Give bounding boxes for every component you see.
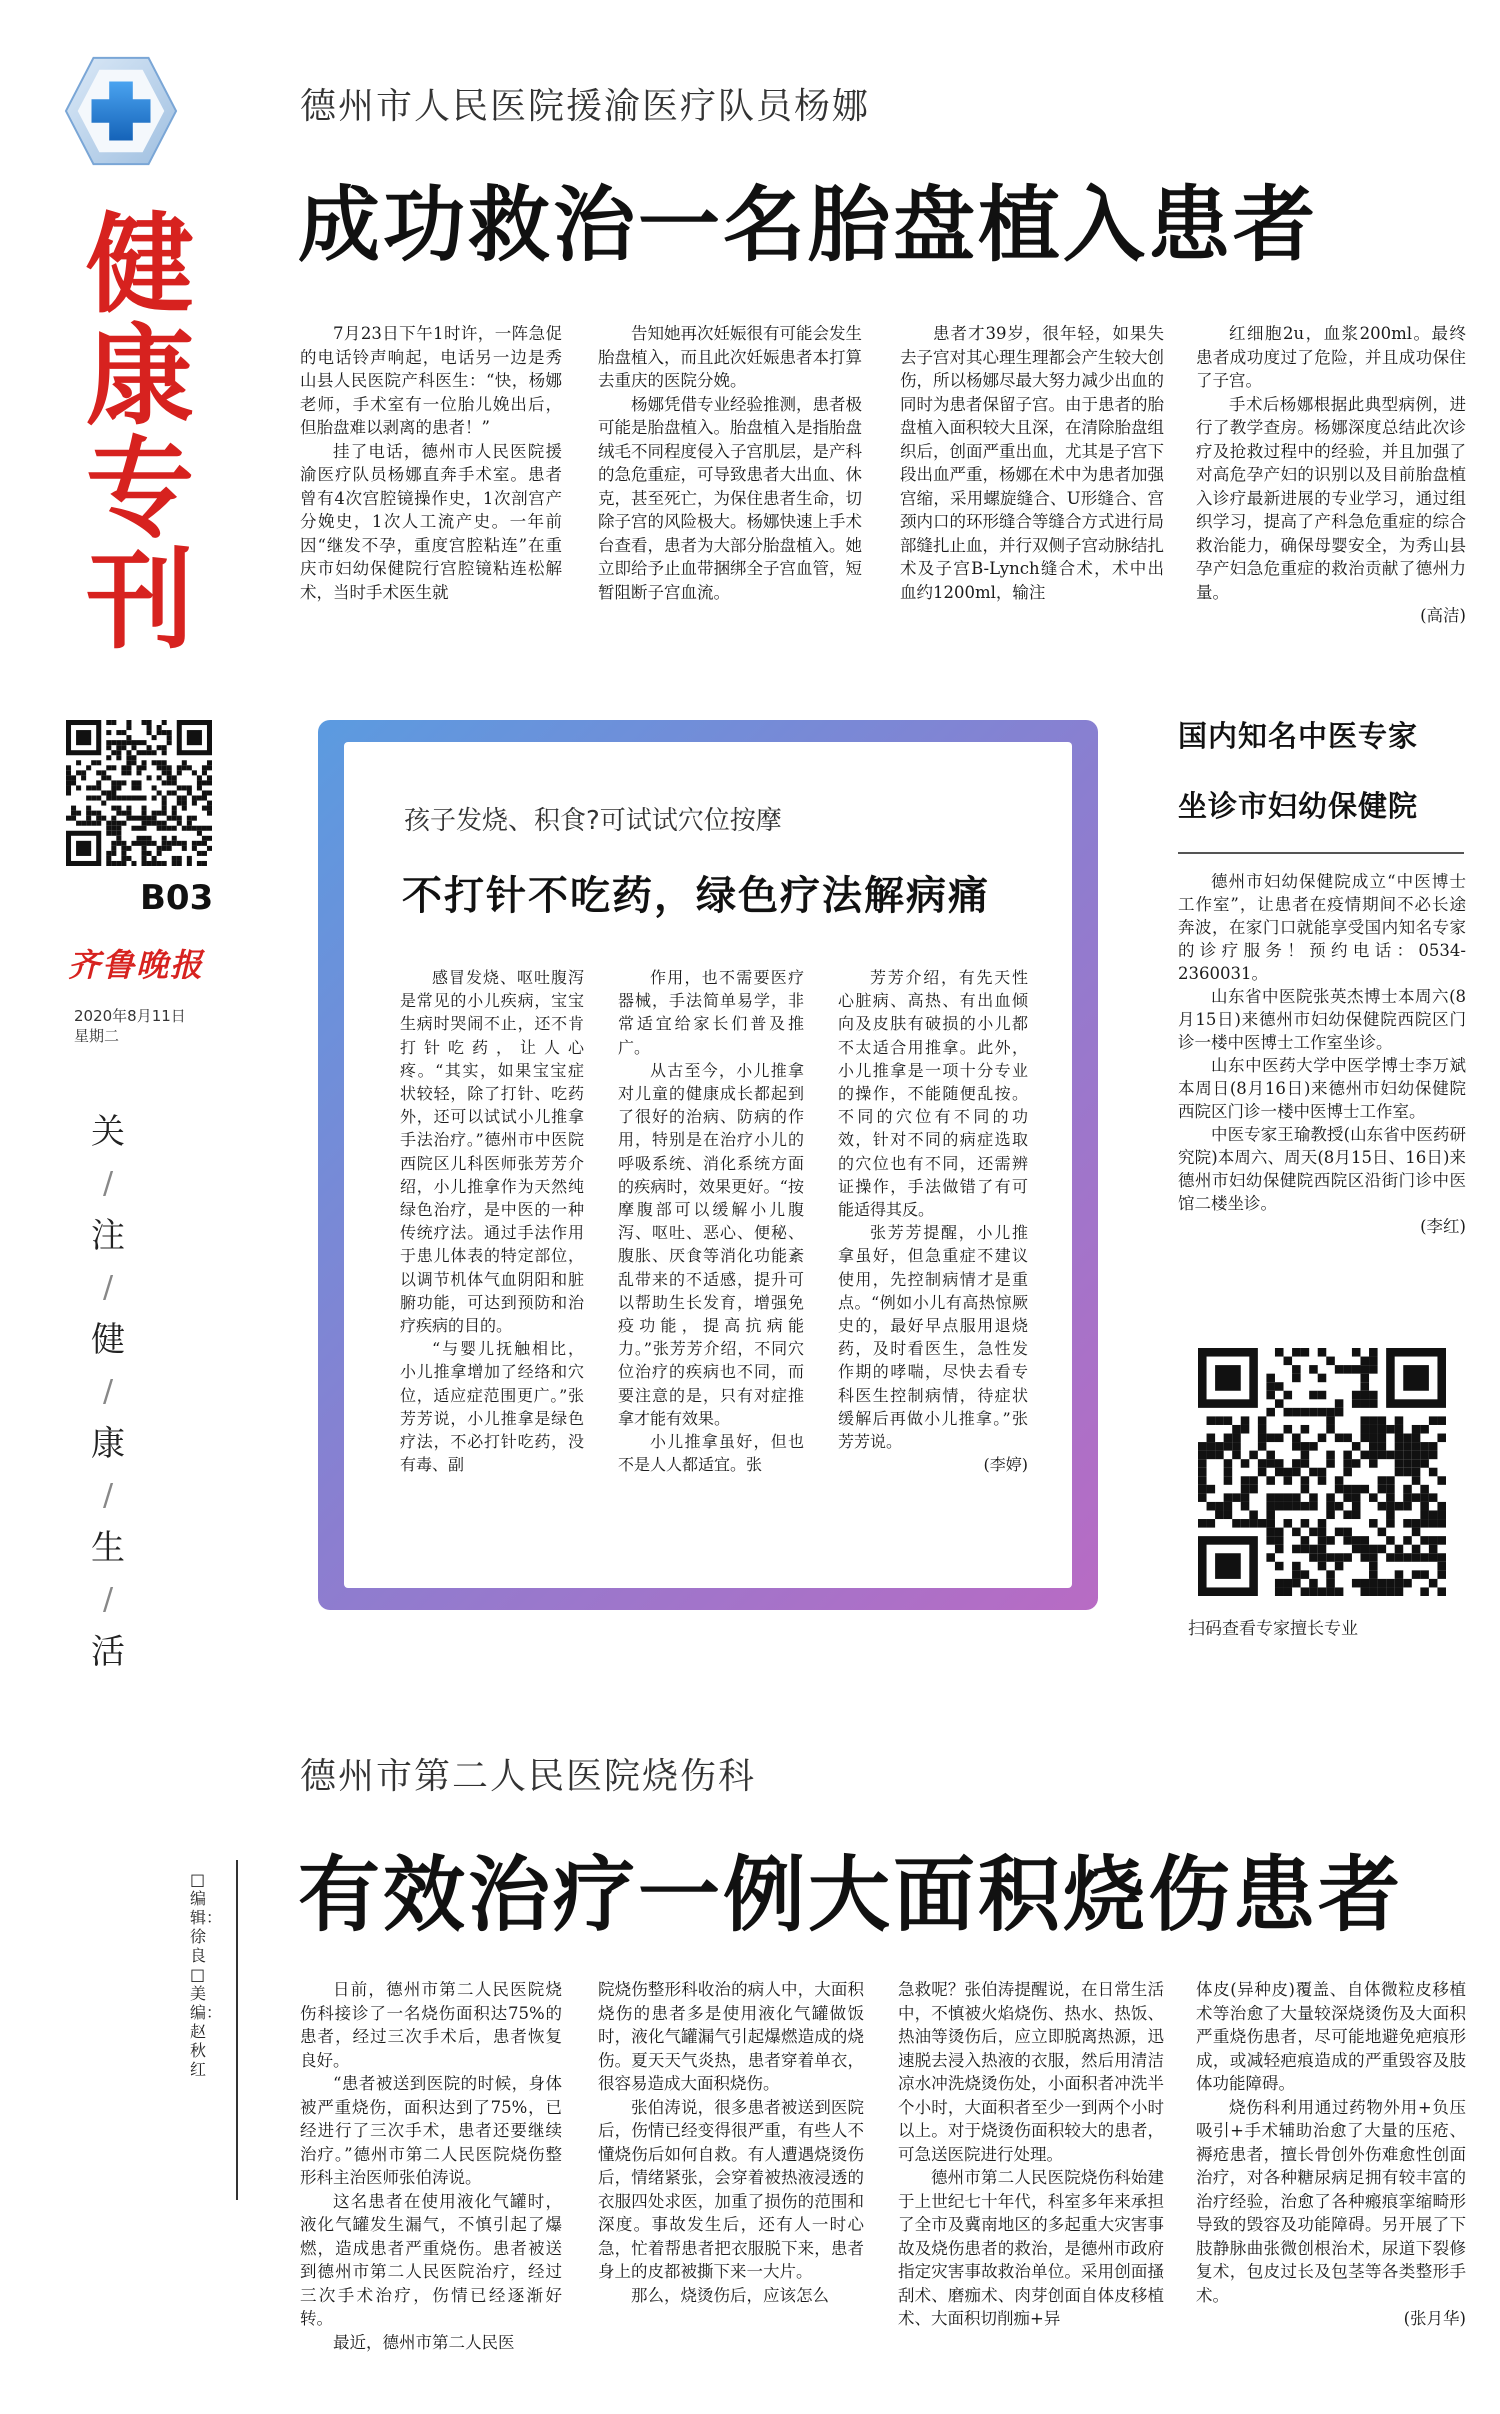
article-column [838, 966, 1028, 1566]
divider [1178, 852, 1464, 854]
slash-divider: / [102, 1478, 114, 1513]
section-title-char: 刊 [85, 539, 194, 664]
slash-divider: / [102, 1166, 114, 1201]
sidebar-title: 坐诊市妇幼保健院 [1178, 789, 1419, 823]
article-headline: 不打针不吃药，绿色疗法解病痛 [402, 873, 990, 919]
motto [78, 1105, 138, 1679]
paragraph: 那么，烧烫伤后，应该怎么 [631, 2285, 829, 2305]
paragraph: 德州市妇幼保健院成立“中医博士工作室”，让患者在疫情期间不必长途奔波，在家门口就能享受国内知名专家的诊疗服务！预约电话：0534-2360031。 [1178, 872, 1466, 983]
article-column [598, 322, 862, 632]
paragraph: 告知她再次妊娠很有可能会发生胎盘植入，而且此次妊娠患者本打算去重庆的医院分娩。 [598, 324, 862, 390]
paragraph: 烧伤科利用通过药物外用+负压吸引+手术辅助治愈了大量的压疮、褥疮患者，擅长骨创外伤难愈性创面治疗，对各种糖尿病足拥有较丰富的治疗经验，治愈了各种瘢痕挛缩畸形导致的毁容及功能障碍。另开展了下肢静脉曲张微创根治术，尿道下裂修复术，包皮过长及包茎等各类整形手术。 [1196, 2097, 1466, 2305]
paragraph: 感冒发烧、呕吐腹泻是常见的小儿疾病，宝宝生病时哭闹不止，还不肯打针吃药，让人心疼。“其实，如果宝宝症状较轻，除了打针、吃药外，还可以试试小儿推拿手法治疗。”德州市中医院西院区儿科医师张芳芳介绍，小儿推拿作为天然纯绿色治疗，是中医的一种传统疗法。通过手法作用于患儿体表的特定部位，以调节机体气血阴阳和脏腑功能，可达到预防和治疗疾病的目的。 [400, 968, 584, 1336]
qr-caption: 扫码查看专家擅长专业 [1188, 1619, 1358, 1639]
masthead [0, 0, 240, 2414]
slash-divider: / [102, 1374, 114, 1409]
motto-char: 康 [91, 1424, 125, 1464]
article-column [618, 966, 804, 1566]
article-kicker: 德州市人民医院援渝医疗队员杨娜 [300, 86, 871, 127]
motto-char: 活 [91, 1632, 125, 1672]
author-signature: (高洁) [1420, 606, 1466, 625]
sidebar-title: 国内知名中医专家 [1178, 719, 1419, 753]
article-column [1196, 322, 1466, 632]
issue-date [74, 1006, 186, 1046]
divider [236, 1860, 238, 2200]
paragraph: 日前，德州市第二人民医院烧伤科接诊了一名烧伤面积达75%的患者，经过三次手术后，患者恢复良好。 [300, 1980, 562, 2070]
sidebar-text [1178, 870, 1466, 1300]
paragraph: 杨娜凭借专业经验推测，患者极可能是胎盘植入。胎盘植入是指胎盘绒毛不同程度侵入子宫肌层，是产科的急危重症，可导致患者大出血、休克，甚至死亡，为保住患者生命，切除子宫的风险极大。杨娜快速上手术台查看，患者为大部分胎盘植入。她立即给予止血带捆绑全子宫血管，短暂阻断子宫血流。 [598, 394, 862, 602]
date-text: 2020年8月11日 [74, 1007, 186, 1025]
editor-credit: □编辑：徐良 □美编：赵秋红 [190, 1870, 223, 2079]
article-column [898, 1978, 1164, 2378]
paragraph: 张芳芳提醒，小儿推拿虽好，但急重症不建议使用，先控制病情才是重点。“例如小儿有高热惊厥史的，最好早点服用退烧药，及时看医生，急性发作期的哮喘，尽快去看专科医生控制病情，待症状缓解后再做小儿推拿。”张芳芳说。 [838, 1223, 1028, 1452]
paragraph: 这名患者在使用液化气罐时，液化气罐发生漏气，不慎引起了爆燃，造成患者严重烧伤。患者被送到德州市第二人民医院治疗，经过三次手术治疗，伤情已经逐渐好转。 [300, 2191, 562, 2328]
slash-divider: / [102, 1270, 114, 1305]
article-kicker: 孩子发烧、积食?可试试穴位按摩 [404, 806, 782, 836]
paragraph: 从古至今，小儿推拿对儿童的健康成长都起到了很好的治病、防病的作用，特别是在治疗小儿的呼吸系统、消化系统方面的疾病时，效果更好。“按摩腹部可以缓解小儿腹泻、呕吐、恶心、便秘、腹胀、厌食等消化功能紊乱带来的不适感，提升可以帮助生长发育，增强免疫功能，提高抗病能力。”张芳芳介绍，不同穴位治疗的疾病也不同，而要注意的是，只有对症推拿才能有效果。 [618, 1060, 804, 1428]
paragraph: 作用，也不需要医疗器械，手法简单易学，非常适宜给家长们普及推广。 [618, 968, 804, 1057]
paragraph: 院烧伤整形科收治的病人中，大面积烧伤的患者多是使用液化气罐做饭时，液化气罐漏气引起爆燃造成的烧伤。夏天天气炎热，患者穿着单衣，很容易造成大面积烧伤。 [598, 1980, 864, 2093]
article-column [300, 322, 562, 632]
paragraph: 7月23日下午1时许，一阵急促的电话铃声响起，电话另一边是秀山县人民医院产科医生：“快，杨娜老师，手术室有一位胎儿娩出后，但胎盘难以剥离的患者！” [300, 324, 562, 437]
section-title-char: 健 [85, 203, 194, 328]
article-column [300, 1978, 562, 2378]
paragraph: 患者才39岁，很年轻，如果失去子宫对其心理生理都会产生较大创伤，所以杨娜尽最大努力减少出血的同时为患者保留子宫。由于患者的胎盘植入面积较大且深，在清除胎盘组织后，创面严重出血，尤其是子宫下段出血严重，杨娜在术中为患者加强宫缩，采用螺旋缝合、U形缝合、宫颈内口的环形缝合等缝合方式进行局部缝扎止血，并行双侧子宫动脉结扎术及子宫B-Lynch缝合术，术中出血约1200ml，输注 [900, 324, 1164, 602]
page-number: B03 [140, 878, 214, 918]
paragraph: “患者被送到医院的时候，身体被严重烧伤，面积达到了75%，已经进行了三次手术，患者还要继续治疗。”德州市第二人民医院烧伤整形科主治医师张伯涛说。 [300, 2074, 562, 2187]
paragraph: 手术后杨娜根据此典型病例，进行了教学查房。杨娜深度总结此次诊疗及抢救过程中的经验，并且加强了对高危孕产妇的识别以及目前胎盘植入诊疗最新进展的专业学习，通过组织学习，提高了产科急危重症的综合救治能力，确保母婴安全，为秀山县孕产妇急危重症的救治贡献了德州力量。 [1196, 394, 1466, 602]
paragraph: 红细胞2u，血浆200ml。最终患者成功度过了危险，并且成功保住了子宫。 [1196, 324, 1466, 390]
article-column [598, 1978, 864, 2378]
paragraph: 山东中医药大学中医学博士李万斌本周日(8月16日)来德州市妇幼保健院西院区门诊一楼中医博士工作室。 [1178, 1056, 1466, 1121]
section-title-char: 专 [85, 427, 194, 552]
paragraph: 挂了电话，德州市人民医院援渝医疗队员杨娜直奔手术室。患者曾有4次宫腔镜操作史，1次剖宫产分娩史，1次人工流产史。一年前因“继发不孕，重度宫腔粘连”在重庆市妇幼保健院行宫腔镜粘连松解术，当时手术医生就 [300, 441, 562, 602]
paragraph: 小儿推拿虽好，但也不是人人都适宜。张 [618, 1432, 804, 1475]
paragraph: 山东省中医院张英杰博士本周六(8月15日)来德州市妇幼保健院西院区门诊一楼中医博士工作室坐诊。 [1178, 987, 1466, 1052]
slash-divider: / [102, 1582, 114, 1617]
author-signature: (张月华) [1403, 2309, 1466, 2328]
section-title-char: 康 [85, 315, 194, 440]
paragraph: 德州市第二人民医院烧伤科始建于上世纪七十年代，科室多年来承担了全市及冀南地区的多起重大灾害事故及烧伤患者的救治，是德州市政府指定灾害事故救治单位。采用创面搔刮术、磨痂术、肉芽创面自体皮移植术、大面积切削痂+异 [898, 2168, 1164, 2328]
paragraph: 体皮(异种皮)覆盖、自体微粒皮移植术等治愈了大量较深烧烫伤及大面积严重烧伤患者，尽可能地避免疤痕形成，或减轻疤痕造成的严重毁容及肢体功能障碍。 [1196, 1980, 1466, 2093]
newspaper-name: 齐鲁晚报 [68, 946, 205, 984]
qr-code-icon[interactable] [1198, 1348, 1446, 1596]
article-headline: 成功救治一名胎盘植入患者 [298, 178, 1319, 273]
paragraph: 最近，德州市第二人民医 [333, 2332, 515, 2352]
author-signature: (李婷) [983, 1455, 1028, 1475]
author-signature: (李红) [1420, 1217, 1466, 1236]
motto-char: 关 [91, 1112, 125, 1152]
paragraph: 中医专家王瑜教授(山东省中医药研究院)本周六、周天(8月15日、16日)来德州市妇幼保健院西院区沿街门诊中医馆二楼坐诊。 [1178, 1125, 1466, 1213]
article-column [900, 322, 1164, 632]
article-column [1196, 1978, 1466, 2378]
paragraph: 芳芳介绍，有先天性心脏病、高热、有出血倾向及皮肤有破损的小儿都不太适合用推拿。此外，小儿推拿是一项十分专业的操作，不能随便乱按。不同的穴位有不同的功效，针对不同的病症选取的穴位也有不同，还需辨证操作，手法做错了有可能适得其反。 [838, 968, 1028, 1220]
qr-code-icon [66, 720, 212, 866]
medical-cross-logo-icon [62, 52, 180, 170]
motto-char: 注 [91, 1216, 125, 1256]
article-headline: 有效治疗一例大面积烧伤患者 [298, 1848, 1404, 1943]
paragraph: “与婴儿抚触相比，小儿推拿增加了经络和穴位，适应症范围更广。”张芳芳说，小儿推拿是绿色疗法，不必打针吃药，没有毒、副 [400, 1339, 584, 1475]
motto-char: 健 [91, 1320, 125, 1360]
paragraph: 急救呢？张伯涛提醒说，在日常生活中，不慎被火焰烧伤、热水、热饭、热油等烫伤后，应立即脱离热源，迅速脱去浸入热液的衣服，然后用清洁凉水冲洗烧烫伤处，小面积者冲洗半个小时，大面积者至少一到两个小时以上。对于烧烫伤面积较大的患者，可急送医院进行处理。 [898, 1980, 1164, 2164]
article-column [400, 966, 584, 1566]
article-kicker: 德州市第二人民医院烧伤科 [300, 1756, 757, 1797]
paragraph: 张伯涛说，很多患者被送到医院后，伤情已经变得很严重，有些人不懂烧伤后如何自救。有人遭遇烧烫伤后，情绪紧张，会穿着被热液浸透的衣服四处求医，加重了损伤的范围和深度。事故发生后，还有人一时心急，忙着帮患者把衣服脱下来，患者身上的皮都被撕下来一大片。 [598, 2097, 864, 2281]
motto-char: 生 [91, 1528, 125, 1568]
weekday-text: 星期二 [74, 1027, 120, 1045]
section-title [60, 203, 220, 664]
